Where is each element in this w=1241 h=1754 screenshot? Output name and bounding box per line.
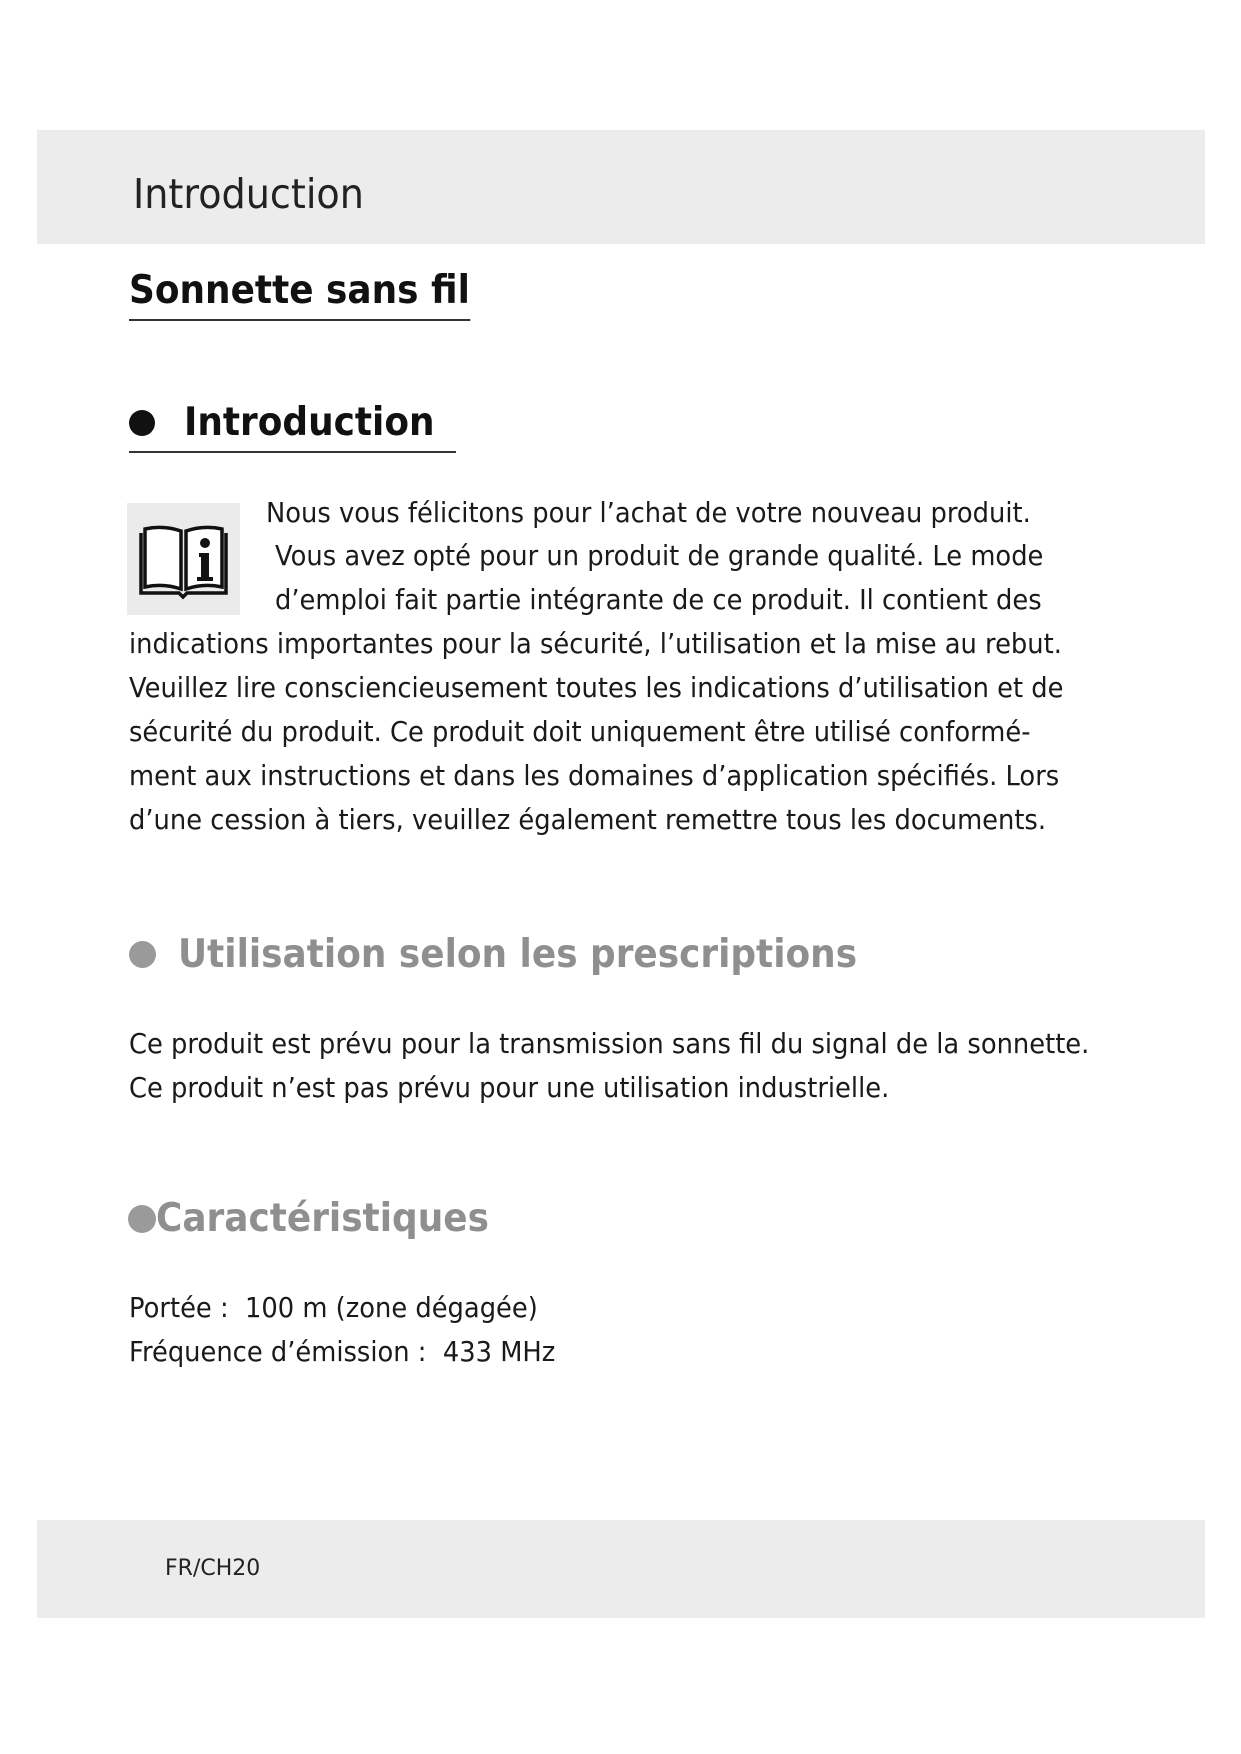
spec-value: 100 m (zone dégagée) <box>245 1291 538 1324</box>
spec-label: Portée : <box>129 1291 229 1324</box>
paragraph-line: d’une cession à tiers, veuillez également remettre tous les documents. <box>129 803 1047 836</box>
footer-band <box>37 1520 1205 1618</box>
header-band <box>37 130 1205 244</box>
section-heading-specs <box>128 1196 518 1241</box>
document-title: Sonnette sans fil <box>129 268 470 321</box>
spec-item <box>129 1291 538 1324</box>
paragraph-line: ment aux instructions et dans les domaines d’application spécifiés. Lors <box>129 759 1060 792</box>
spec-label: Fréquence d’émission : <box>129 1335 427 1368</box>
section-heading-label: Utilisation selon les prescriptions <box>178 932 858 977</box>
paragraph-line: Ce produit n’est pas prévu pour une utilisation industrielle. <box>129 1071 890 1104</box>
paragraph-line: Ce produit est prévu pour la transmission sans fil du signal de la sonnette. <box>129 1027 1090 1060</box>
bullet-icon <box>129 941 156 968</box>
header-title: Introduction <box>133 170 364 218</box>
info-book-icon <box>127 503 240 615</box>
paragraph-line: Vous avez opté pour un produit de grande qualité. Le mode <box>275 539 1044 572</box>
section-heading-usage <box>129 932 916 977</box>
paragraph-line: Veuillez lire consciencieusement toutes les indications d’utilisation et de <box>129 671 1064 704</box>
bullet-icon <box>128 1205 156 1233</box>
bullet-icon <box>129 410 155 436</box>
page-number: FR/CH20 <box>165 1556 261 1581</box>
section-heading-introduction <box>129 400 456 453</box>
paragraph-line: sécurité du produit. Ce produit doit uniquement être utilisé conformé- <box>129 715 1031 748</box>
section-heading-label: Introduction <box>184 400 435 445</box>
paragraph-line: Nous vous félicitons pour l’achat de votre nouveau produit. <box>266 496 1031 529</box>
spec-value: 433 MHz <box>442 1335 556 1368</box>
section-heading-label: Caractéristiques <box>156 1196 489 1241</box>
paragraph-line: d’emploi fait partie intégrante de ce produit. Il contient des <box>275 583 1042 616</box>
paragraph-line: indications importantes pour la sécurité, l’utilisation et la mise au rebut. <box>129 627 1062 660</box>
spec-item <box>129 1335 555 1368</box>
